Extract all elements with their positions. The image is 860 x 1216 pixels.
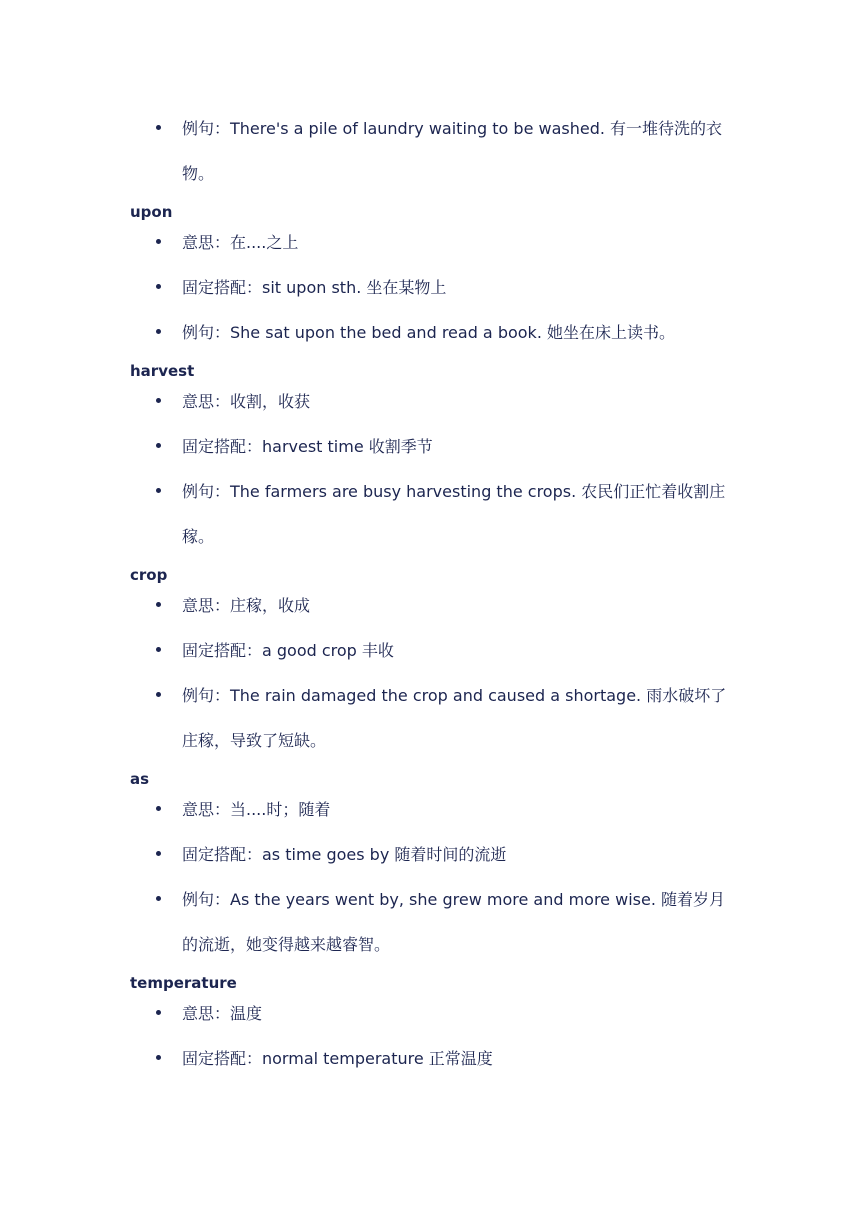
- collocation-item: 固定搭配：a good crop 丰收: [130, 628, 732, 673]
- term-heading-temperature: temperature: [130, 974, 237, 992]
- collocation-item: 固定搭配：harvest time 收割季节: [130, 424, 732, 469]
- term-heading-upon: upon: [130, 203, 173, 221]
- collocation-item: 固定搭配：sit upon sth. 坐在某物上: [130, 265, 732, 310]
- term-heading-as: as: [130, 770, 150, 788]
- bullet-list-harvest: [130, 379, 740, 559]
- bullet-list-as: [130, 787, 740, 967]
- collocation-item: 固定搭配：normal temperature 正常温度: [130, 1036, 732, 1081]
- meaning-item: 意思：收割，收获: [130, 379, 732, 424]
- example-sentence: 例句：There's a pile of laundry waiting to be washed. 有一堆待洗的衣物。: [130, 106, 732, 196]
- meaning-item: 意思：庄稼，收成: [130, 583, 732, 628]
- term-heading-harvest: harvest: [130, 362, 195, 380]
- bullet-list-crop: [130, 583, 740, 763]
- bullet-list-upon: [130, 220, 740, 355]
- example-sentence: 例句：The rain damaged the crop and caused a shortage. 雨水破坏了庄稼，导致了短缺。: [130, 673, 732, 763]
- meaning-item: 意思：当....时；随着: [130, 787, 732, 832]
- collocation-item: 固定搭配：as time goes by 随着时间的流逝: [130, 832, 732, 877]
- meaning-item: 意思：温度: [130, 991, 732, 1036]
- bullet-list-temperature: [130, 991, 740, 1081]
- example-sentence: 例句：She sat upon the bed and read a book. 她坐在床上读书。: [130, 310, 732, 355]
- example-sentence: 例句：The farmers are busy harvesting the crops. 农民们正忙着收割庄稼。: [130, 469, 732, 559]
- vocabulary-list: [130, 106, 740, 1087]
- example-sentence: 例句：As the years went by, she grew more and more wise. 随着岁月的流逝，她变得越来越睿智。: [130, 877, 732, 967]
- bullet-list-continued: [130, 106, 740, 196]
- term-heading-crop: crop: [130, 566, 168, 584]
- meaning-item: 意思：在....之上: [130, 220, 732, 265]
